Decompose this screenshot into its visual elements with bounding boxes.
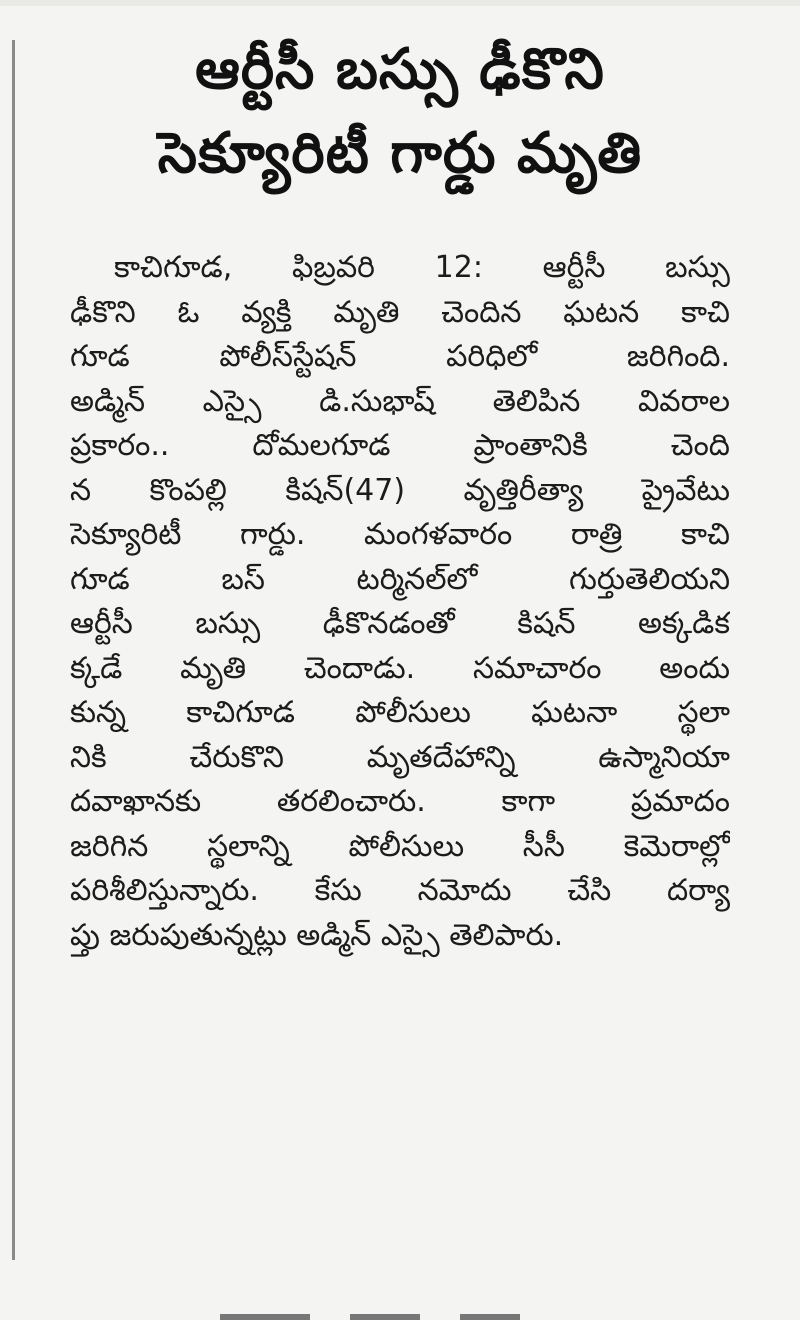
body-line: ఆర్టీసీ బస్సు ఢీకొనడంతో కిషన్ అక్కడిక <box>70 606 730 641</box>
body-line: దవాఖానకు తరలించారు. కాగా ప్రమాదం <box>70 784 730 819</box>
article-headline <box>70 28 730 196</box>
headline-line-1: ఆర్టీసీ బస్సు ఢీకొని <box>195 37 605 102</box>
page-top-edge <box>0 0 800 6</box>
news-article <box>70 28 730 958</box>
body-line: న కొంపల్లి కిషన్(47) వృత్తిరీత్యా ప్రైవేటు <box>70 472 730 508</box>
body-line: ప్తు జరుపుతున్నట్లు అడ్మిన్ ఎస్సై తెలిపారు. <box>70 917 564 953</box>
body-line: జరిగిన స్థలాన్ని పోలీసులు సీసీ కెమెరాల్లో <box>70 828 730 864</box>
body-line: ఢీకొని ఓ వ్యక్తి మృతి చెందిన ఘటన కాచి <box>70 294 730 330</box>
body-line: కాచిగూడ, ఫిబ్రవరి 12: ఆర్టీసీ బస్సు <box>114 250 730 285</box>
body-line: అడ్మిన్ ఎస్సై డి.సుభాష్ తెలిపిన వివరాల <box>70 383 730 419</box>
body-line: సెక్యూరిటీ గార్డు. మంగళవారం రాత్రి కాచి <box>70 517 730 552</box>
body-line: పరిశీలిస్తున్నారు. కేసు నమోదు చేసి దర్యా <box>70 873 730 908</box>
next-article-fragment <box>220 1300 620 1320</box>
column-divider <box>12 40 15 1260</box>
body-line: గూడ పోలీస్‌స్టేషన్ పరిధిలో జరిగింది. <box>70 339 730 374</box>
body-line: ప్రకారం.. దోమలగూడ ప్రాంతానికి చెంది <box>70 428 730 463</box>
body-line: క్కడే మృతి చెందాడు. సమాచారం అందు <box>70 650 730 686</box>
body-line: నికి చేరుకొని మృతదేహాన్ని ఉస్మానియా <box>70 739 730 775</box>
body-line: గూడ బస్ టర్మినల్‌లో గుర్తుతెలియని <box>70 561 730 597</box>
body-line: కున్న కాచిగూడ పోలీసులు ఘటనా స్థలా <box>70 695 730 730</box>
headline-line-2: సెక్యూరిటీ గార్డు మృతి <box>157 121 643 186</box>
article-body <box>70 246 730 958</box>
